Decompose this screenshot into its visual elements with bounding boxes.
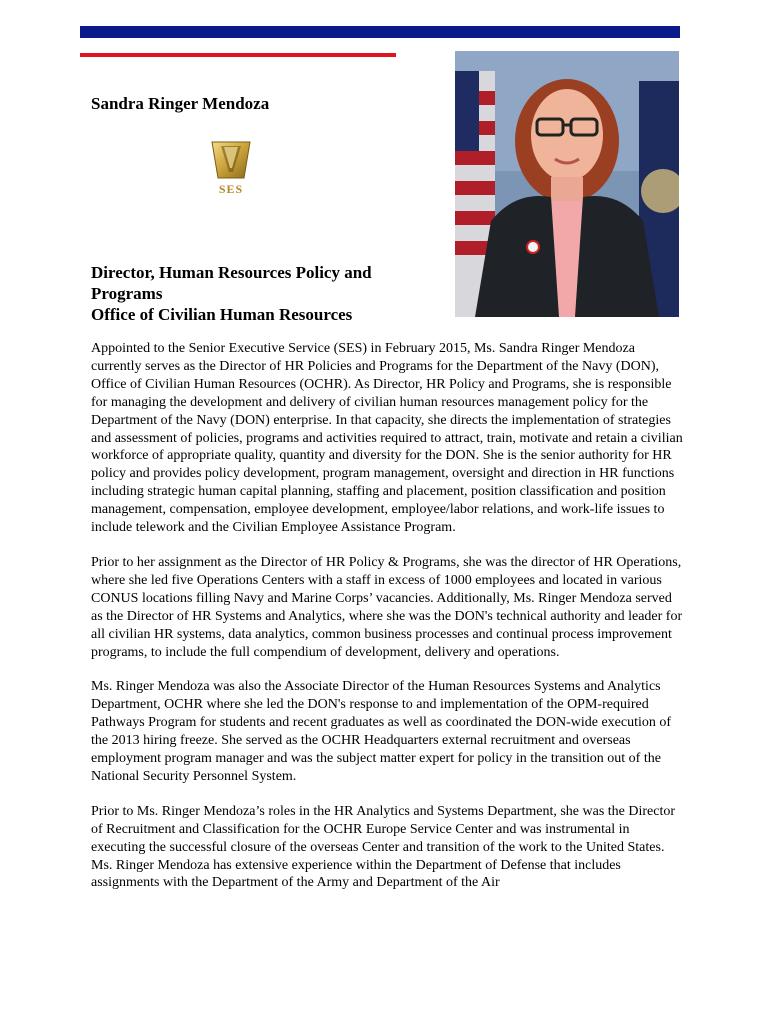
header-red-bar — [80, 53, 396, 57]
ses-keystone-icon — [209, 140, 253, 182]
header-blue-bar — [80, 26, 680, 38]
bio-paragraph: Prior to Ms. Ringer Mendoza’s roles in the HR Analytics and Systems Department, she was the Director of Recruitment and Classification for the OCHR Europe Service Center and was instrumental in executing the successful closure of the overseas Center and transition of the work to the United States. Ms. Ringer Mendoza has extensive experience within the Department of Defense that includes assignments with the Department of the Army and Department of the Air — [91, 803, 676, 891]
position-title-line1: Director, Human Resources Policy and Programs — [91, 263, 372, 303]
bio-paragraph: Appointed to the Senior Executive Service (SES) in February 2015, Ms. Sandra Ringer Mendoza currently serves as the Director of HR Policies and Programs for the Department of the Navy (DON), Office of Civilian Human Resources (OCHR). As Director, HR Policy and Programs, she is responsible for managing the development and delivery of civilian human resources management policy for the Department of the Navy (DON) enterprise. In that capacity, she directs the implementation of strategies and assessment of policies, programs and activities required to attract, train, motivate and retain a civilian workforce of appropriate quality, quantity and diversity for the DON. She is the senior authority for HR policy and provides policy development, program management, oversight and direction in HR functions including strategic human capital planning, staffing and placement, position classification and position management, compensation, employee development, employee/labor relations, and work-life issues to include telework and the Civilian Employee Assistance Program. — [91, 341, 683, 536]
bio-paragraph: Prior to her assignment as the Director of HR Policy & Programs, she was the director of HR Operations, where she led five Operations Centers with a staff in excess of 1000 employees and located in various CONUS locations filling Navy and Marine Corps’ vacancies. Additionally, Ms. Ringer Mendoza served as the Director of HR Systems and Analytics, where she was the DON's technical authority and leader for all civilian HR systems, data analytics, common business processes and continual process improvement programs, to include the full compendium of development, delivery and operations. — [91, 554, 683, 660]
biography-body — [91, 340, 683, 909]
position-title-line2: Office of Civilian Human Resources — [91, 305, 353, 324]
ses-insignia — [209, 140, 253, 196]
official-portrait — [455, 51, 679, 317]
person-name: Sandra Ringer Mendoza — [91, 94, 270, 113]
bio-paragraph: Ms. Ringer Mendoza was also the Associate Director of the Human Resources Systems and Analytics Department, OCHR where she led the DON's response to and implementation of the OPM-required Pathways Program for students and recent graduates as well as coordinated the DON-wide execution of the 2013 hiring freeze. She served as the OCHR Headquarters external recruitment and overseas employment program manager and was the subject matter expert for policy in the transition out of the National Security Personnel System. — [91, 679, 672, 784]
ses-label: SES — [218, 182, 244, 196]
position-title — [91, 262, 411, 325]
